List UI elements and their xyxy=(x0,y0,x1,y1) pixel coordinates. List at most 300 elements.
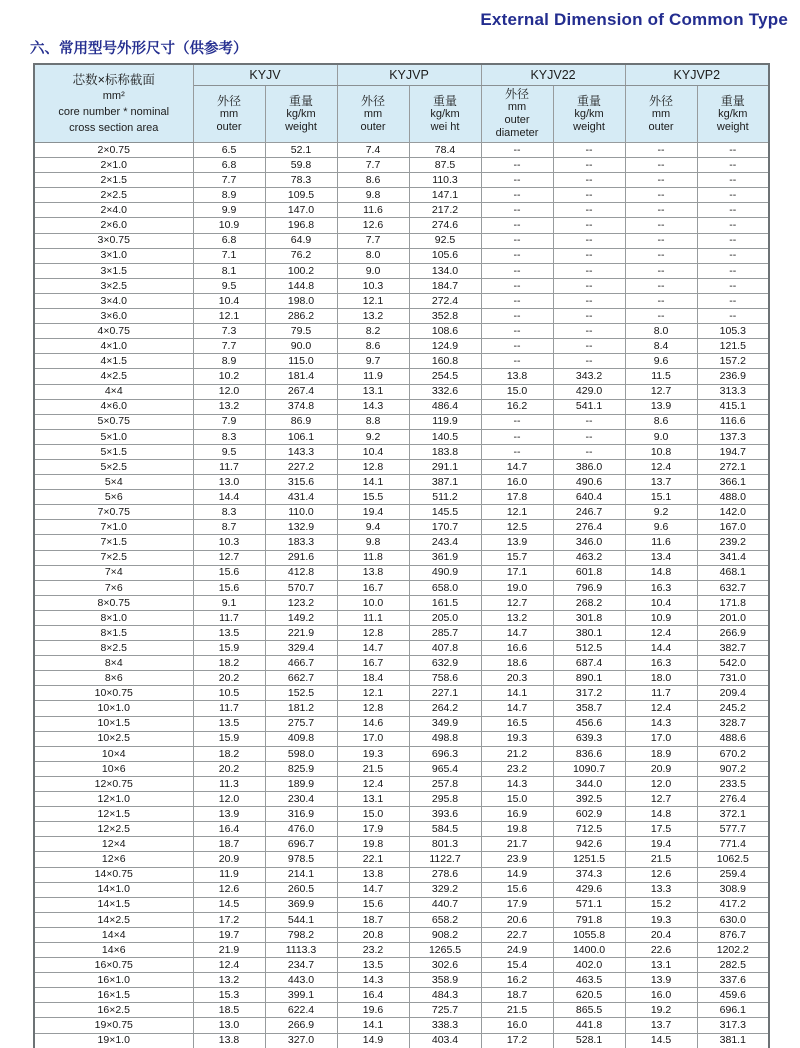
value-cell: 978.5 xyxy=(265,852,337,867)
value-cell: 349.9 xyxy=(409,716,481,731)
value-cell: 459.6 xyxy=(697,988,769,1003)
row-label: 7×1.0 xyxy=(34,520,193,535)
table-row xyxy=(34,293,769,308)
value-cell: 76.2 xyxy=(265,248,337,263)
value-cell: 13.8 xyxy=(337,565,409,580)
row-label: 19×1.0 xyxy=(34,1033,193,1048)
value-cell: 13.9 xyxy=(625,399,697,414)
group-header-kyjv: KYJV xyxy=(193,64,337,86)
value-cell: 392.5 xyxy=(553,792,625,807)
value-cell: 144.8 xyxy=(265,278,337,293)
value-cell: 108.6 xyxy=(409,324,481,339)
value-cell: 19.8 xyxy=(481,822,553,837)
row-label: 16×1.5 xyxy=(34,988,193,1003)
row-label: 2×1.5 xyxy=(34,173,193,188)
value-cell: 121.5 xyxy=(697,339,769,354)
value-cell: 9.9 xyxy=(193,203,265,218)
table-header xyxy=(34,64,769,143)
table-row xyxy=(34,550,769,565)
row-label: 3×2.5 xyxy=(34,278,193,293)
value-cell: 317.2 xyxy=(553,686,625,701)
row-label: 16×0.75 xyxy=(34,958,193,973)
value-cell: 21.2 xyxy=(481,746,553,761)
value-cell: 541.1 xyxy=(553,399,625,414)
value-cell: 18.9 xyxy=(625,746,697,761)
value-cell: 1251.5 xyxy=(553,852,625,867)
value-cell: 90.0 xyxy=(265,339,337,354)
value-cell: -- xyxy=(481,233,553,248)
value-cell: 11.3 xyxy=(193,776,265,791)
value-cell: 79.5 xyxy=(265,324,337,339)
value-cell: 184.7 xyxy=(409,278,481,293)
value-cell: 7.7 xyxy=(337,158,409,173)
table-row xyxy=(34,731,769,746)
value-cell: 570.7 xyxy=(265,580,337,595)
row-label: 7×4 xyxy=(34,565,193,580)
value-cell: 7.7 xyxy=(193,339,265,354)
value-cell: 327.0 xyxy=(265,1033,337,1048)
row-label: 12×6 xyxy=(34,852,193,867)
row-label: 2×6.0 xyxy=(34,218,193,233)
row-label: 5×1.5 xyxy=(34,444,193,459)
value-cell: 137.3 xyxy=(697,429,769,444)
row-label: 3×1.0 xyxy=(34,248,193,263)
value-cell: 8.3 xyxy=(193,505,265,520)
value-cell: 19.3 xyxy=(625,912,697,927)
value-cell: 9.5 xyxy=(193,444,265,459)
value-cell: 12.0 xyxy=(193,384,265,399)
value-cell: 13.0 xyxy=(193,475,265,490)
value-cell: 17.9 xyxy=(481,897,553,912)
row-label: 10×1.0 xyxy=(34,701,193,716)
value-cell: 295.8 xyxy=(409,792,481,807)
subheader-kyjvp-outer: 外径 mm outer xyxy=(337,86,409,143)
corner-line-zh: 芯数×标称截面 xyxy=(72,72,155,87)
value-cell: 16.3 xyxy=(625,580,697,595)
value-cell: 12.6 xyxy=(193,882,265,897)
table-row xyxy=(34,580,769,595)
value-cell: 8.9 xyxy=(193,188,265,203)
value-cell: 21.5 xyxy=(481,1003,553,1018)
value-cell: 14.5 xyxy=(193,897,265,912)
value-cell: -- xyxy=(553,293,625,308)
value-cell: -- xyxy=(481,203,553,218)
value-cell: 346.0 xyxy=(553,535,625,550)
table-row xyxy=(34,369,769,384)
table-row xyxy=(34,626,769,641)
value-cell: 22.7 xyxy=(481,927,553,942)
table-row xyxy=(34,761,769,776)
value-cell: 274.6 xyxy=(409,218,481,233)
value-cell: 374.8 xyxy=(265,399,337,414)
value-cell: 260.5 xyxy=(265,882,337,897)
value-cell: 836.6 xyxy=(553,746,625,761)
value-cell: 17.9 xyxy=(337,822,409,837)
value-cell: 17.5 xyxy=(625,822,697,837)
value-cell: 942.6 xyxy=(553,837,625,852)
value-cell: 24.9 xyxy=(481,942,553,957)
value-cell: 18.6 xyxy=(481,656,553,671)
value-cell: 9.6 xyxy=(625,354,697,369)
value-cell: 15.9 xyxy=(193,641,265,656)
corner-line-en1: core number * nominal xyxy=(58,105,170,118)
value-cell: 109.5 xyxy=(265,188,337,203)
table-row xyxy=(34,927,769,942)
value-cell: -- xyxy=(625,173,697,188)
value-cell: -- xyxy=(481,143,553,158)
value-cell: -- xyxy=(481,263,553,278)
value-cell: 771.4 xyxy=(697,837,769,852)
row-label: 12×4 xyxy=(34,837,193,852)
value-cell: 147.1 xyxy=(409,188,481,203)
value-cell: 10.3 xyxy=(193,535,265,550)
row-label: 16×1.0 xyxy=(34,973,193,988)
value-cell: 21.9 xyxy=(193,942,265,957)
value-cell: 1090.7 xyxy=(553,761,625,776)
value-cell: 13.9 xyxy=(481,535,553,550)
row-label: 4×6.0 xyxy=(34,399,193,414)
table-row xyxy=(34,354,769,369)
value-cell: 217.2 xyxy=(409,203,481,218)
value-cell: 372.1 xyxy=(697,807,769,822)
table-row xyxy=(34,837,769,852)
dimension-table xyxy=(33,63,770,1048)
table-row xyxy=(34,490,769,505)
value-cell: 14.4 xyxy=(193,490,265,505)
value-cell: 149.2 xyxy=(265,610,337,625)
table-row xyxy=(34,1033,769,1048)
row-label: 8×2.5 xyxy=(34,641,193,656)
value-cell: 602.9 xyxy=(553,807,625,822)
value-cell: 490.9 xyxy=(409,565,481,580)
value-cell: 10.9 xyxy=(625,610,697,625)
value-cell: 12.8 xyxy=(337,459,409,474)
value-cell: 11.6 xyxy=(337,203,409,218)
value-cell: 13.4 xyxy=(625,550,697,565)
table-row xyxy=(34,248,769,263)
value-cell: -- xyxy=(481,309,553,324)
value-cell: 254.5 xyxy=(409,369,481,384)
table-row xyxy=(34,429,769,444)
value-cell: 488.6 xyxy=(697,731,769,746)
table-row xyxy=(34,475,769,490)
value-cell: 14.7 xyxy=(481,459,553,474)
value-cell: 10.2 xyxy=(193,369,265,384)
value-cell: 577.7 xyxy=(697,822,769,837)
table-row xyxy=(34,746,769,761)
value-cell: 14.1 xyxy=(481,686,553,701)
value-cell: 291.1 xyxy=(409,459,481,474)
value-cell: 8.2 xyxy=(337,324,409,339)
row-label: 12×0.75 xyxy=(34,776,193,791)
value-cell: 791.8 xyxy=(553,912,625,927)
value-cell: 6.8 xyxy=(193,233,265,248)
value-cell: 266.9 xyxy=(697,626,769,641)
value-cell: 15.1 xyxy=(625,490,697,505)
value-cell: 15.6 xyxy=(193,580,265,595)
value-cell: 16.0 xyxy=(481,475,553,490)
table-row xyxy=(34,656,769,671)
row-label: 12×1.5 xyxy=(34,807,193,822)
row-label: 14×4 xyxy=(34,927,193,942)
value-cell: 18.7 xyxy=(337,912,409,927)
value-cell: 14.3 xyxy=(337,973,409,988)
value-cell: 276.4 xyxy=(553,520,625,535)
value-cell: 196.8 xyxy=(265,218,337,233)
value-cell: -- xyxy=(697,233,769,248)
row-label: 2×1.0 xyxy=(34,158,193,173)
value-cell: 468.1 xyxy=(697,565,769,580)
value-cell: 825.9 xyxy=(265,761,337,776)
value-cell: 16.6 xyxy=(481,641,553,656)
row-label: 8×4 xyxy=(34,656,193,671)
value-cell: 16.4 xyxy=(337,988,409,1003)
value-cell: 317.3 xyxy=(697,1018,769,1033)
value-cell: 10.3 xyxy=(337,278,409,293)
value-cell: 11.7 xyxy=(625,686,697,701)
value-cell: 12.7 xyxy=(193,550,265,565)
table-row xyxy=(34,897,769,912)
value-cell: -- xyxy=(625,309,697,324)
value-cell: 13.7 xyxy=(625,475,697,490)
value-cell: 14.7 xyxy=(481,626,553,641)
row-label: 7×2.5 xyxy=(34,550,193,565)
value-cell: -- xyxy=(625,233,697,248)
value-cell: 13.8 xyxy=(481,369,553,384)
value-cell: 13.1 xyxy=(337,384,409,399)
section-heading: 六、常用型号外形尺寸（供参考） xyxy=(30,41,248,57)
value-cell: 183.3 xyxy=(265,535,337,550)
value-cell: 622.4 xyxy=(265,1003,337,1018)
value-cell: 19.0 xyxy=(481,580,553,595)
value-cell: 20.9 xyxy=(193,852,265,867)
value-cell: 907.2 xyxy=(697,761,769,776)
value-cell: 9.5 xyxy=(193,278,265,293)
row-label: 14×0.75 xyxy=(34,867,193,882)
value-cell: 15.0 xyxy=(481,384,553,399)
value-cell: 11.5 xyxy=(625,369,697,384)
value-cell: 13.1 xyxy=(337,792,409,807)
value-cell: 12.4 xyxy=(625,459,697,474)
value-cell: 463.5 xyxy=(553,973,625,988)
value-cell: 429.6 xyxy=(553,882,625,897)
value-cell: 14.7 xyxy=(481,701,553,716)
value-cell: -- xyxy=(481,158,553,173)
value-cell: 257.8 xyxy=(409,776,481,791)
value-cell: 110.0 xyxy=(265,505,337,520)
row-label: 7×6 xyxy=(34,580,193,595)
table-row xyxy=(34,776,769,791)
value-cell: 181.4 xyxy=(265,369,337,384)
value-cell: 22.1 xyxy=(337,852,409,867)
value-cell: 78.4 xyxy=(409,143,481,158)
value-cell: 758.6 xyxy=(409,671,481,686)
value-cell: -- xyxy=(553,158,625,173)
value-cell: 431.4 xyxy=(265,490,337,505)
corner-header xyxy=(34,64,193,143)
value-cell: 86.9 xyxy=(265,414,337,429)
value-cell: 227.1 xyxy=(409,686,481,701)
value-cell: -- xyxy=(697,248,769,263)
value-cell: 456.6 xyxy=(553,716,625,731)
value-cell: 8.3 xyxy=(193,429,265,444)
value-cell: -- xyxy=(553,444,625,459)
value-cell: 374.3 xyxy=(553,867,625,882)
value-cell: 620.5 xyxy=(553,988,625,1003)
value-cell: 329.4 xyxy=(265,641,337,656)
value-cell: 14.5 xyxy=(625,1033,697,1048)
row-label: 10×2.5 xyxy=(34,731,193,746)
value-cell: 23.9 xyxy=(481,852,553,867)
value-cell: 12.5 xyxy=(481,520,553,535)
row-label: 4×1.5 xyxy=(34,354,193,369)
table-row xyxy=(34,822,769,837)
value-cell: 15.4 xyxy=(481,958,553,973)
value-cell: 10.9 xyxy=(193,218,265,233)
value-cell: 19.3 xyxy=(337,746,409,761)
row-label: 5×1.0 xyxy=(34,429,193,444)
row-label: 14×1.5 xyxy=(34,897,193,912)
value-cell: 658.0 xyxy=(409,580,481,595)
value-cell: 12.7 xyxy=(625,384,697,399)
value-cell: 15.3 xyxy=(193,988,265,1003)
value-cell: 20.4 xyxy=(625,927,697,942)
value-cell: 14.8 xyxy=(625,807,697,822)
table-row xyxy=(34,912,769,927)
value-cell: 403.4 xyxy=(409,1033,481,1048)
value-cell: 329.2 xyxy=(409,882,481,897)
subheader-kyjvp2-weight: 重量 kg/km weight xyxy=(697,86,769,143)
value-cell: 20.6 xyxy=(481,912,553,927)
value-cell: 890.1 xyxy=(553,671,625,686)
value-cell: 484.3 xyxy=(409,988,481,1003)
value-cell: -- xyxy=(553,143,625,158)
value-cell: 14.3 xyxy=(625,716,697,731)
value-cell: -- xyxy=(553,218,625,233)
row-label: 3×6.0 xyxy=(34,309,193,324)
value-cell: 221.9 xyxy=(265,626,337,641)
value-cell: 21.5 xyxy=(625,852,697,867)
value-cell: 12.0 xyxy=(625,776,697,791)
value-cell: 12.7 xyxy=(481,595,553,610)
value-cell: -- xyxy=(553,278,625,293)
value-cell: 285.7 xyxy=(409,626,481,641)
value-cell: 8.6 xyxy=(625,414,697,429)
row-label: 5×0.75 xyxy=(34,414,193,429)
value-cell: 386.0 xyxy=(553,459,625,474)
value-cell: 19.4 xyxy=(337,505,409,520)
row-label: 5×6 xyxy=(34,490,193,505)
value-cell: 23.2 xyxy=(337,942,409,957)
value-cell: 233.5 xyxy=(697,776,769,791)
value-cell: 18.7 xyxy=(481,988,553,1003)
value-cell: -- xyxy=(697,188,769,203)
group-header-row xyxy=(34,64,769,86)
value-cell: 965.4 xyxy=(409,761,481,776)
value-cell: -- xyxy=(625,188,697,203)
value-cell: 12.0 xyxy=(193,792,265,807)
value-cell: 16.2 xyxy=(481,399,553,414)
value-cell: 14.7 xyxy=(337,641,409,656)
value-cell: 11.8 xyxy=(337,550,409,565)
row-label: 8×6 xyxy=(34,671,193,686)
value-cell: 14.1 xyxy=(337,1018,409,1033)
value-cell: 123.2 xyxy=(265,595,337,610)
value-cell: 132.9 xyxy=(265,520,337,535)
value-cell: 1122.7 xyxy=(409,852,481,867)
value-cell: 171.8 xyxy=(697,595,769,610)
value-cell: 12.6 xyxy=(337,218,409,233)
value-cell: 571.1 xyxy=(553,897,625,912)
value-cell: 161.5 xyxy=(409,595,481,610)
value-cell: 18.5 xyxy=(193,1003,265,1018)
table-row xyxy=(34,188,769,203)
value-cell: -- xyxy=(481,188,553,203)
value-cell: 9.6 xyxy=(625,520,697,535)
value-cell: -- xyxy=(553,203,625,218)
value-cell: -- xyxy=(697,309,769,324)
value-cell: 13.5 xyxy=(193,626,265,641)
value-cell: 105.3 xyxy=(697,324,769,339)
value-cell: 332.6 xyxy=(409,384,481,399)
value-cell: 12.1 xyxy=(481,505,553,520)
value-cell: 630.0 xyxy=(697,912,769,927)
value-cell: -- xyxy=(697,263,769,278)
table-row xyxy=(34,324,769,339)
row-label: 5×2.5 xyxy=(34,459,193,474)
value-cell: 20.2 xyxy=(193,761,265,776)
value-cell: 14.3 xyxy=(337,399,409,414)
table-row xyxy=(34,384,769,399)
value-cell: 183.8 xyxy=(409,444,481,459)
value-cell: 8.7 xyxy=(193,520,265,535)
value-cell: 865.5 xyxy=(553,1003,625,1018)
value-cell: 11.1 xyxy=(337,610,409,625)
value-cell: 201.0 xyxy=(697,610,769,625)
value-cell: 15.2 xyxy=(625,897,697,912)
row-label: 4×0.75 xyxy=(34,324,193,339)
value-cell: -- xyxy=(625,293,697,308)
value-cell: 8.4 xyxy=(625,339,697,354)
value-cell: 1202.2 xyxy=(697,942,769,957)
value-cell: 17.0 xyxy=(625,731,697,746)
value-cell: 205.0 xyxy=(409,610,481,625)
value-cell: 9.8 xyxy=(337,535,409,550)
value-cell: 658.2 xyxy=(409,912,481,927)
table-row xyxy=(34,988,769,1003)
value-cell: -- xyxy=(697,203,769,218)
row-label: 10×4 xyxy=(34,746,193,761)
value-cell: 440.7 xyxy=(409,897,481,912)
value-cell: 268.2 xyxy=(553,595,625,610)
value-cell: -- xyxy=(625,263,697,278)
value-cell: 7.1 xyxy=(193,248,265,263)
value-cell: 7.4 xyxy=(337,143,409,158)
value-cell: 13.9 xyxy=(625,973,697,988)
value-cell: 798.2 xyxy=(265,927,337,942)
value-cell: 87.5 xyxy=(409,158,481,173)
value-cell: 486.4 xyxy=(409,399,481,414)
value-cell: 19.8 xyxy=(337,837,409,852)
value-cell: 12.1 xyxy=(337,293,409,308)
value-cell: 12.4 xyxy=(337,776,409,791)
value-cell: 498.8 xyxy=(409,731,481,746)
row-label: 3×1.5 xyxy=(34,263,193,278)
value-cell: 18.4 xyxy=(337,671,409,686)
value-cell: 209.4 xyxy=(697,686,769,701)
value-cell: 20.8 xyxy=(337,927,409,942)
value-cell: 13.0 xyxy=(193,1018,265,1033)
